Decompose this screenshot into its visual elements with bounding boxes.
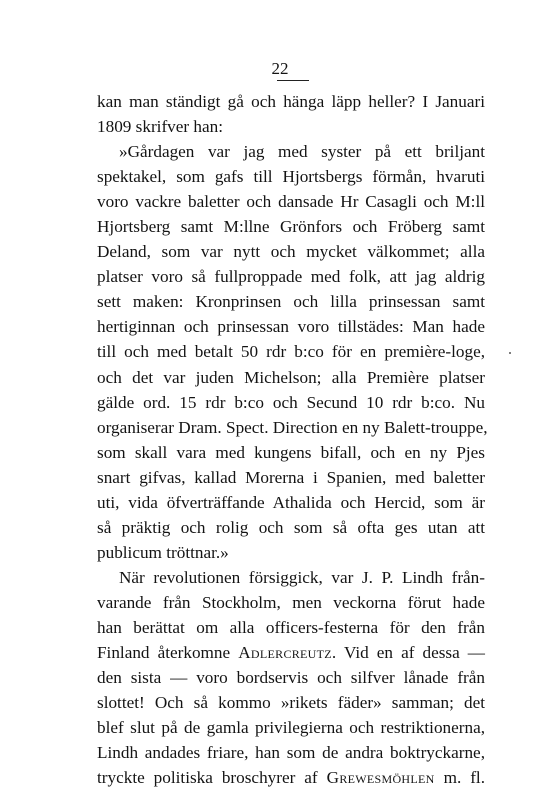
page-number: 22 xyxy=(271,59,289,78)
text-line: tryckte politiska broschyrer af Grewesmöhlen m. fl. xyxy=(97,768,486,788)
text-line: han berättat om alla officers-festerna för den från xyxy=(97,617,485,637)
text-line: Lindh andades friare, han som de andra boktryckarne, xyxy=(97,743,485,763)
text-line: kan man ständigt gå och hänga läpp heller? I Januari xyxy=(97,92,485,111)
text-line: När revolutionen försiggick, var J. P. Lindh från- xyxy=(119,567,485,587)
text-line: platser voro så fullproppade med folk, att jag aldrig xyxy=(97,267,485,287)
text-line: och det var juden Michelson; alla Première platser xyxy=(97,367,485,387)
page-number-rule xyxy=(277,80,309,81)
text-line: slottet! Och så kommo »rikets fäder» samman; det xyxy=(97,693,485,713)
text-line: som skall vara med kungens bifall, och en ny Pjes xyxy=(97,442,485,462)
text-line: Hjortsberg samt M:llne Grönfors och Fröberg samt xyxy=(97,217,485,237)
text-line: hertiginnan och prinsessan voro tillstädes: Man hade xyxy=(97,317,485,337)
text-line: varande från Stockholm, men veckorna förut hade xyxy=(97,592,485,612)
text-line: så präktig och rolig och som så ofta ges utan att xyxy=(97,517,485,537)
text-line: spektakel, som gafs till Hjortsbergs förmån, hvaruti xyxy=(97,167,485,187)
text-line: publicum tröttnar.» xyxy=(97,542,229,562)
text-line: blef slut på de gamla privilegierna och restriktionerna, xyxy=(97,718,485,738)
text-line: sett maken: Kronprinsen och lilla prinsessan samt xyxy=(97,292,485,312)
text-line: till och med betalt 50 rdr b:co för en première-loge, xyxy=(97,342,485,362)
text-line: organiserar Dram. Spect. Direction en ny Balett-trouppe, xyxy=(97,417,488,437)
person-name: Adlercreutz xyxy=(238,643,332,663)
text-line: Finland återkomne Adlercreutz. Vid en af dessa — xyxy=(97,643,485,663)
text-line: voro vackre baletter och dansade Hr Casagli och M:ll xyxy=(97,192,485,212)
text-line: »Gårdagen var jag med syster på ett briljant xyxy=(119,142,485,162)
text-line: Deland, som var nytt och mycket välkommet; alla xyxy=(97,242,485,262)
body-text xyxy=(97,89,488,790)
speck-mark xyxy=(509,352,511,354)
text-line: uti, vida öfverträffande Athalida och Hercid, som är xyxy=(97,492,485,512)
text-line: snart gifvas, kallad Morerna i Spanien, med baletter xyxy=(97,467,485,487)
person-name: Grewesmöhlen xyxy=(326,768,435,788)
text-line: gälde ord. 15 rdr b:co och Secund 10 rdr b:co. Nu xyxy=(97,392,485,412)
text-line: den sista — voro bordservis och silfver lånade från xyxy=(97,668,485,688)
text-line: 1809 skrifver han: xyxy=(97,117,224,137)
